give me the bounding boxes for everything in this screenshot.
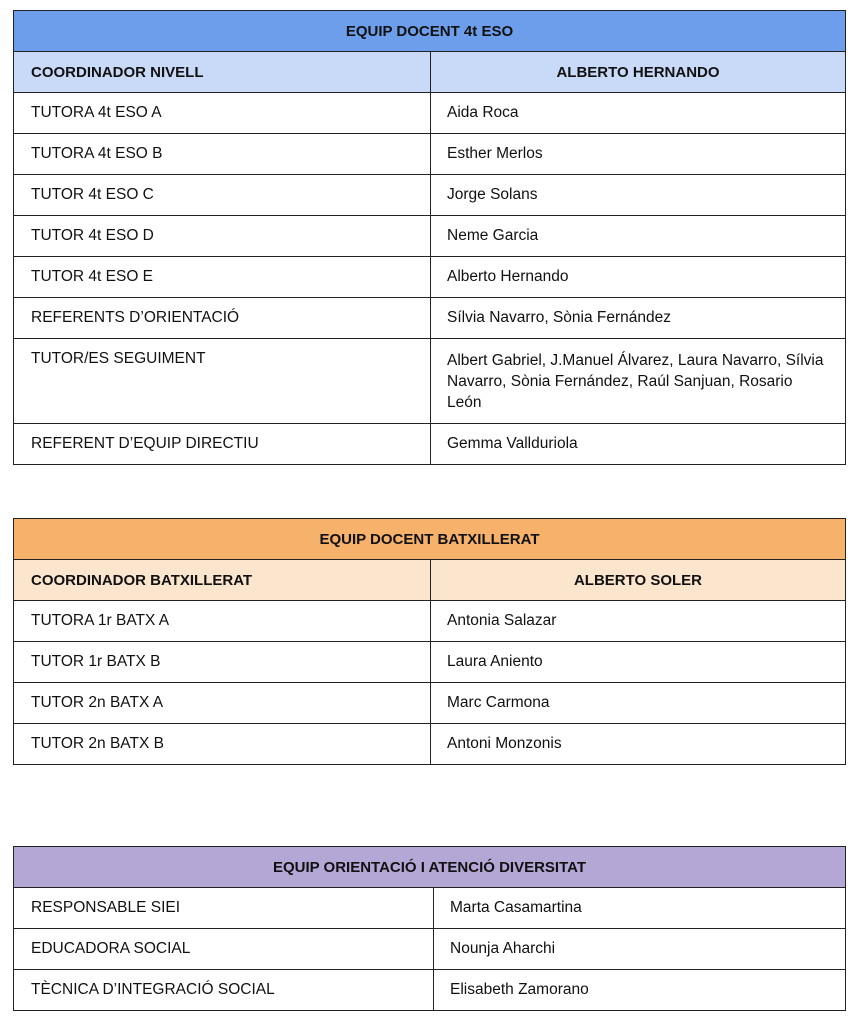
person: Antoni Monzonis	[431, 724, 846, 765]
person: Marta Casamartina	[434, 888, 846, 929]
role: TUTOR 4t ESO E	[14, 257, 431, 298]
table-equip-docent-batxillerat	[13, 518, 846, 765]
table-row	[14, 175, 846, 216]
person: Neme Garcia	[431, 216, 846, 257]
table-title: EQUIP DOCENT BATXILLERAT	[14, 519, 846, 560]
role: REFERENTS D’ORIENTACIÓ	[14, 298, 431, 339]
role: TUTOR 4t ESO C	[14, 175, 431, 216]
role: TUTORA 4t ESO A	[14, 93, 431, 134]
table-row	[14, 642, 846, 683]
table-row	[14, 601, 846, 642]
person: Sílvia Navarro, Sònia Fernández	[431, 298, 846, 339]
person: Marc Carmona	[431, 683, 846, 724]
role: REFERENT D’EQUIP DIRECTIU	[14, 424, 431, 465]
table-row	[14, 93, 846, 134]
table-equip-docent-4t-eso	[13, 10, 846, 465]
role: TUTOR 4t ESO D	[14, 216, 431, 257]
coordinator-label: COORDINADOR NIVELL	[14, 52, 431, 93]
role: EDUCADORA SOCIAL	[14, 929, 434, 970]
table-row	[14, 683, 846, 724]
role: TUTOR 2n BATX A	[14, 683, 431, 724]
role: TUTORA 4t ESO B	[14, 134, 431, 175]
role: TUTORA 1r BATX A	[14, 601, 431, 642]
table-row	[14, 216, 846, 257]
table-row	[14, 298, 846, 339]
person: Laura Aniento	[431, 642, 846, 683]
table-row	[14, 134, 846, 175]
person: Antonia Salazar	[431, 601, 846, 642]
table-row	[14, 970, 846, 1011]
person: Esther Merlos	[431, 134, 846, 175]
table-row	[14, 339, 846, 424]
table-row	[14, 929, 846, 970]
table-row	[14, 424, 846, 465]
role: TUTOR/ES SEGUIMENT	[14, 339, 431, 424]
person: Nounja Aharchi	[434, 929, 846, 970]
person: Albert Gabriel, J.Manuel Álvarez, Laura Navarro, Sílvia Navarro, Sònia Fernández, Raúl Sanjuan, Rosario León	[431, 339, 846, 424]
person: Elisabeth Zamorano	[434, 970, 846, 1011]
role: RESPONSABLE SIEI	[14, 888, 434, 929]
table-title: EQUIP DOCENT 4t ESO	[14, 11, 846, 52]
coordinator-name: ALBERTO HERNANDO	[431, 52, 846, 93]
person: Alberto Hernando	[431, 257, 846, 298]
table-row	[14, 257, 846, 298]
person: Aida Roca	[431, 93, 846, 134]
role: TUTOR 2n BATX B	[14, 724, 431, 765]
table-title: EQUIP ORIENTACIÓ I ATENCIÓ DIVERSITAT	[14, 847, 846, 888]
coordinator-label: COORDINADOR BATXILLERAT	[14, 560, 431, 601]
table-row	[14, 724, 846, 765]
role: TÈCNICA D’INTEGRACIÓ SOCIAL	[14, 970, 434, 1011]
role: TUTOR 1r BATX B	[14, 642, 431, 683]
table-equip-orientacio	[13, 846, 846, 1011]
coordinator-name: ALBERTO SOLER	[431, 560, 846, 601]
table-row	[14, 888, 846, 929]
person: Gemma Vallduriola	[431, 424, 846, 465]
person: Jorge Solans	[431, 175, 846, 216]
